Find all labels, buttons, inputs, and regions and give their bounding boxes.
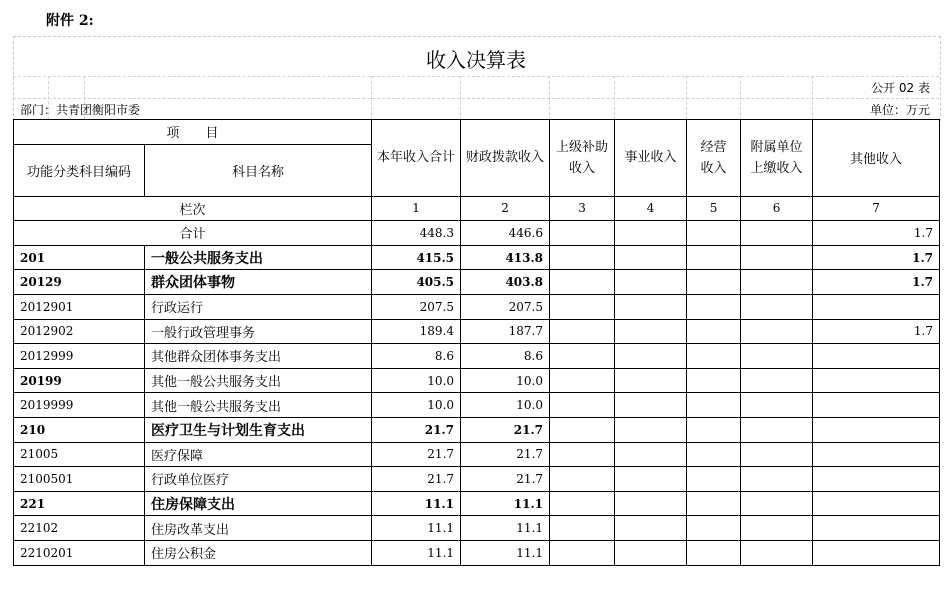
grid-line	[686, 76, 687, 120]
table-row	[14, 417, 940, 442]
row-c2: 10.0	[461, 393, 550, 418]
row-c7	[813, 417, 940, 442]
row-code: 210	[14, 417, 145, 442]
row-code: 221	[14, 491, 145, 516]
attachment-label: 附件 2:	[46, 13, 94, 29]
row-c6	[741, 344, 813, 369]
table-row	[14, 294, 940, 319]
total-c7: 1.7	[813, 221, 940, 246]
row-c7	[813, 467, 940, 492]
col-number: 1	[372, 196, 461, 221]
table-row	[14, 245, 940, 270]
row-c4	[615, 516, 687, 541]
header-col-affiliated: 附属单位上缴收入	[741, 120, 813, 197]
row-c3	[550, 245, 615, 270]
row-name: 住房改革支出	[145, 516, 372, 541]
row-c6	[741, 270, 813, 295]
col-number: 5	[687, 196, 741, 221]
row-code: 2210201	[14, 540, 145, 565]
table-row	[14, 368, 940, 393]
row-c6	[741, 491, 813, 516]
row-c6	[741, 516, 813, 541]
row-c1: 21.7	[372, 442, 461, 467]
row-c1: 10.0	[372, 393, 461, 418]
row-name: 群众团体事物	[145, 270, 372, 295]
grid-line	[371, 76, 372, 120]
row-c6	[741, 294, 813, 319]
row-code: 2012999	[14, 344, 145, 369]
table-row	[14, 344, 940, 369]
row-c3	[550, 294, 615, 319]
row-c7	[813, 393, 940, 418]
col-number: 4	[615, 196, 687, 221]
header-col-subsidy: 上级补助收入	[550, 120, 615, 197]
row-c6	[741, 393, 813, 418]
grid-line	[13, 76, 939, 77]
grid-line	[614, 76, 615, 120]
row-name: 一般行政管理事务	[145, 319, 372, 344]
header-col-total: 本年收入合计	[372, 120, 461, 197]
row-c6	[741, 368, 813, 393]
header-col-operating: 经营收入	[687, 120, 741, 197]
row-c2: 207.5	[461, 294, 550, 319]
row-c4	[615, 319, 687, 344]
row-c4	[615, 245, 687, 270]
row-code: 22102	[14, 516, 145, 541]
row-c4	[615, 294, 687, 319]
row-code: 201	[14, 245, 145, 270]
row-c1: 189.4	[372, 319, 461, 344]
row-name: 住房保障支出	[145, 491, 372, 516]
col-number: 6	[741, 196, 813, 221]
col-number: 2	[461, 196, 550, 221]
row-c1: 8.6	[372, 344, 461, 369]
row-c5	[687, 245, 741, 270]
grid-line	[460, 76, 461, 120]
table-row	[14, 442, 940, 467]
row-c4	[615, 393, 687, 418]
row-c2: 11.1	[461, 491, 550, 516]
row-c2: 21.7	[461, 467, 550, 492]
row-c7: 1.7	[813, 245, 940, 270]
col-number: 3	[550, 196, 615, 221]
row-name: 其他一般公共服务支出	[145, 368, 372, 393]
grid-line	[13, 98, 939, 99]
row-c1: 11.1	[372, 516, 461, 541]
row-c4	[615, 417, 687, 442]
row-name: 医疗卫生与计划生育支出	[145, 417, 372, 442]
row-c6	[741, 540, 813, 565]
row-c5	[687, 393, 741, 418]
row-c4	[615, 467, 687, 492]
grid-line	[740, 76, 741, 120]
row-c4	[615, 368, 687, 393]
row-c2: 21.7	[461, 417, 550, 442]
row-c1: 405.5	[372, 270, 461, 295]
row-c7	[813, 491, 940, 516]
row-c4	[615, 344, 687, 369]
row-c2: 10.0	[461, 368, 550, 393]
row-c6	[741, 467, 813, 492]
row-c3	[550, 417, 615, 442]
department-label: 部门：共青团衡阳市委	[20, 103, 141, 117]
row-c2: 8.6	[461, 344, 550, 369]
row-name: 行政单位医疗	[145, 467, 372, 492]
header-code: 功能分类科目编码	[14, 144, 145, 196]
row-c1: 11.1	[372, 540, 461, 565]
row-c3	[550, 393, 615, 418]
row-c7	[813, 540, 940, 565]
row-c3	[550, 270, 615, 295]
row-c1: 415.5	[372, 245, 461, 270]
row-c1: 21.7	[372, 467, 461, 492]
row-code: 21005	[14, 442, 145, 467]
row-c7: 1.7	[813, 270, 940, 295]
row-c3	[550, 467, 615, 492]
row-c1: 10.0	[372, 368, 461, 393]
row-c1: 11.1	[372, 491, 461, 516]
row-c7	[813, 344, 940, 369]
header-col-other: 其他收入	[813, 120, 940, 197]
table-row	[14, 319, 940, 344]
row-c3	[550, 319, 615, 344]
row-c5	[687, 442, 741, 467]
row-c5	[687, 540, 741, 565]
row-name: 其他群众团体事务支出	[145, 344, 372, 369]
row-name: 其他一般公共服务支出	[145, 393, 372, 418]
row-name: 医疗保障	[145, 442, 372, 467]
revenue-table	[13, 119, 940, 566]
row-code: 20199	[14, 368, 145, 393]
table-row	[14, 393, 940, 418]
row-code: 2100501	[14, 467, 145, 492]
row-c2: 403.8	[461, 270, 550, 295]
grid-line	[549, 76, 550, 120]
row-c3	[550, 368, 615, 393]
row-c7: 1.7	[813, 319, 940, 344]
page-title: 收入决算表	[426, 48, 526, 72]
row-c4	[615, 270, 687, 295]
total-label: 合计	[14, 221, 372, 246]
row-c5	[687, 417, 741, 442]
row-c4	[615, 540, 687, 565]
row-c5	[687, 344, 741, 369]
row-c6	[741, 442, 813, 467]
row-c3	[550, 540, 615, 565]
row-c5	[687, 368, 741, 393]
row-code: 2012901	[14, 294, 145, 319]
header-col-business: 事业收入	[615, 120, 687, 197]
row-c7	[813, 516, 940, 541]
row-c1: 207.5	[372, 294, 461, 319]
row-c5	[687, 491, 741, 516]
row-c2: 413.8	[461, 245, 550, 270]
row-name: 行政运行	[145, 294, 372, 319]
header-name: 科目名称	[145, 144, 372, 196]
row-c3	[550, 344, 615, 369]
row-c5	[687, 270, 741, 295]
row-code: 20129	[14, 270, 145, 295]
row-c6	[741, 417, 813, 442]
row-c7	[813, 368, 940, 393]
row-c4	[615, 491, 687, 516]
table-row	[14, 270, 940, 295]
table-row	[14, 516, 940, 541]
total-c1: 448.3	[372, 221, 461, 246]
row-c2: 11.1	[461, 516, 550, 541]
header-col-fiscal: 财政拨款收入	[461, 120, 550, 197]
table-row	[14, 540, 940, 565]
row-c7	[813, 442, 940, 467]
row-c1: 21.7	[372, 417, 461, 442]
row-c5	[687, 467, 741, 492]
col-number: 7	[813, 196, 940, 221]
table-row	[14, 467, 940, 492]
row-c2: 21.7	[461, 442, 550, 467]
row-c5	[687, 294, 741, 319]
header-item: 项 目	[14, 120, 372, 145]
total-row	[14, 221, 940, 246]
row-name: 一般公共服务支出	[145, 245, 372, 270]
row-c2: 187.7	[461, 319, 550, 344]
row-name: 住房公积金	[145, 540, 372, 565]
row-c5	[687, 319, 741, 344]
row-code: 2012902	[14, 319, 145, 344]
row-c3	[550, 442, 615, 467]
row-c6	[741, 245, 813, 270]
row-c2: 11.1	[461, 540, 550, 565]
row-c7	[813, 294, 940, 319]
header-lanci: 栏次	[14, 196, 372, 221]
grid-line	[812, 76, 813, 120]
row-code: 2019999	[14, 393, 145, 418]
form-number: 公开 02 表	[871, 81, 930, 95]
row-c3	[550, 491, 615, 516]
table-row	[14, 491, 940, 516]
row-c6	[741, 319, 813, 344]
row-c3	[550, 516, 615, 541]
row-c5	[687, 516, 741, 541]
row-c4	[615, 442, 687, 467]
total-c2: 446.6	[461, 221, 550, 246]
unit-label: 单位：万元	[869, 103, 930, 117]
